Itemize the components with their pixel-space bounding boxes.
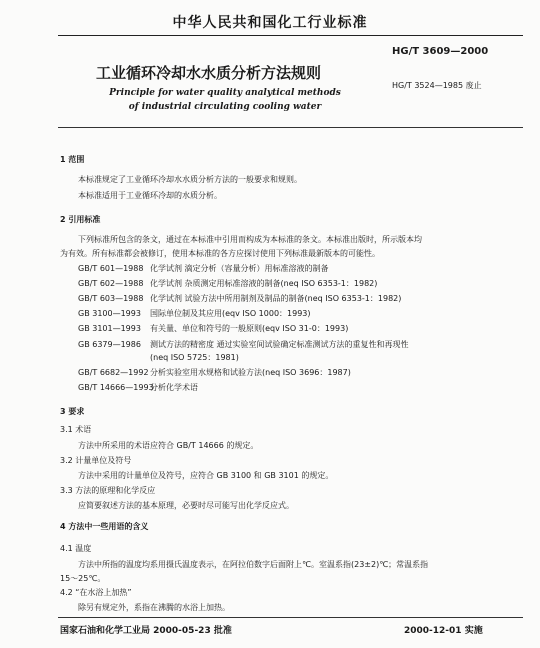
clause-4-1-text-1: 方法中所指的温度均系用摄氏温度表示，在阿拉伯数字后面附上℃。室温系指(23±2)℃；常温系指 [78, 560, 429, 569]
reference-code: GB/T 6682—1992 [78, 368, 149, 377]
reference-code: GB/T 14666—1993 [78, 383, 154, 392]
reference-code: GB 3101—1993 [78, 324, 141, 333]
section-3-heading: 3 要求 [60, 407, 85, 416]
reference-title: 分析化学术语 [150, 383, 198, 392]
header-rule [58, 35, 523, 36]
clause-3-1-heading: 3.1 术语 [60, 425, 92, 434]
replaced-standard: HG/T 3524—1985 废止 [392, 81, 482, 90]
clause-4-2-heading: 4.2 “在水浴上加热” [60, 588, 132, 597]
reference-title: 化学试剂 滴定分析（容量分析）用标准溶液的制备 [150, 264, 329, 273]
reference-title: 化学试剂 试验方法中所用制剂及制品的制备(neq ISO 6353-1：1982) [150, 294, 402, 303]
reference-title: 测试方法的精密度 通过实验室间试验确定标准测试方法的重复性和再现性 [150, 340, 409, 349]
clause-3-3-text: 应简要叙述方法的基本原理，必要时尽可能写出化学反应式。 [78, 501, 294, 510]
clause-4-2-text: 除另有规定外，系指在沸腾的水浴上加热。 [78, 603, 230, 612]
reference-title-continued: (neq ISO 5725：1981) [150, 353, 239, 362]
reference-code: GB 6379—1986 [78, 340, 141, 349]
reference-title: 有关量、单位和符号的一般原则(eqv ISO 31-0：1993) [150, 324, 349, 333]
clause-3-2-text: 方法中采用的计量单位及符号，应符合 GB 3100 和 GB 3101 的规定。 [78, 471, 334, 480]
reference-code: GB 3100—1993 [78, 309, 141, 318]
effective-date: 2000-12-01 实施 [404, 626, 483, 636]
section-2-intro-2: 为有效。所有标准都会被修订，使用本标准的各方应探讨使用下列标准最新版本的可能性。 [60, 249, 380, 258]
section-1-para-2: 本标准适用于工业循环冷却的水质分析。 [78, 191, 222, 200]
section-1-para-1: 本标准规定了工业循环冷却水水质分析方法的一般要求和规则。 [78, 175, 302, 184]
clause-3-2-heading: 3.2 计量单位及符号 [60, 456, 132, 465]
reference-code: GB/T 601—1988 [78, 264, 144, 273]
section-4-heading: 4 方法中一些用语的含义 [60, 522, 149, 531]
section-2-heading: 2 引用标准 [60, 215, 101, 224]
section-1-heading: 1 范围 [60, 155, 85, 164]
clause-4-1-text-2: 15～25℃。 [60, 574, 106, 583]
issuing-body-title: 中华人民共和国化工行业标准 [172, 15, 368, 31]
reference-code: GB/T 603—1988 [78, 294, 144, 303]
clause-3-1-text: 方法中所采用的术语应符合 GB/T 14666 的规定。 [78, 441, 259, 450]
footer-rule [58, 617, 523, 618]
title-separator [58, 127, 523, 128]
document-title-cn: 工业循环冷却水水质分析方法规则 [96, 64, 322, 82]
reference-title: 化学试剂 杂质测定用标准溶液的制备(neq ISO 6353-1：1982) [150, 279, 378, 288]
approval-line: 国家石油和化学工业局 2000-05-23 批准 [60, 626, 232, 636]
clause-4-1-heading: 4.1 温度 [60, 544, 92, 553]
standard-number: HG/T 3609—2000 [392, 46, 489, 57]
document-title-en [100, 86, 350, 114]
title-en-line-1: Principle for water quality analytical methods [109, 88, 341, 98]
reference-code: GB/T 602—1988 [78, 279, 144, 288]
clause-3-3-heading: 3.3 方法的原理和化学反应 [60, 486, 156, 495]
section-2-intro-1: 下列标准所包含的条文，通过在本标准中引用而构成为本标准的条文。本标准出版时，所示版本均 [78, 235, 422, 244]
title-en-line-2: of industrial circulating cooling water [128, 102, 322, 112]
reference-title: 分析实验室用水规格和试验方法(neq ISO 3696：1987) [150, 368, 351, 377]
reference-title: 国际单位制及其应用(eqv ISO 1000：1993) [150, 309, 311, 318]
